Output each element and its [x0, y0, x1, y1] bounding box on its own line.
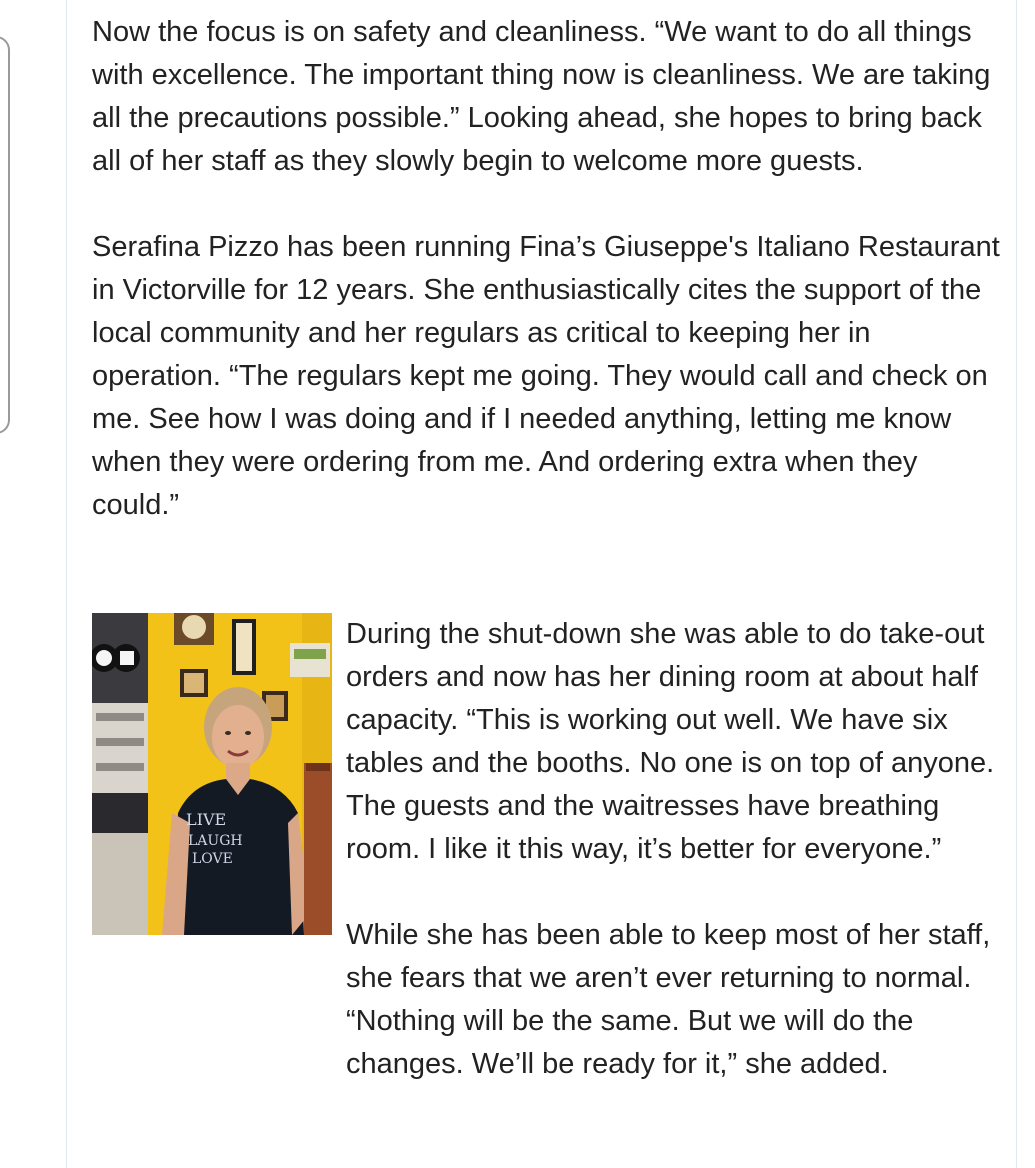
shirt-text-1: LIVE: [186, 810, 227, 829]
paragraph-safety: Now the focus is on safety and cleanliness. “We want to do all things with excellence. The important thing now is cleanliness. We are taking all the precautions possible.” Looking ahead, she hopes to bring back all of her staff as they slowly begin to welcome more guests.: [92, 16, 991, 177]
scroll-handle[interactable]: [0, 36, 10, 434]
article-body-side: [346, 613, 1001, 1086]
owner-photo: [92, 613, 332, 935]
paragraph-staff: While she has been able to keep most of her staff, she fears that we aren’t ever returning to normal. “Nothing will be the same. But we will do the changes. We’ll be ready for it,” she added.: [346, 919, 991, 1080]
shirt-text-3: LOVE: [192, 851, 233, 867]
content-border-left: [66, 0, 67, 1168]
paragraph-shutdown: During the shut-down she was able to do take-out orders and now has her dining room at about half capacity. “This is working out well. We have six tables and the booths. No one is on top of anyone. The guests and the waitresses have breathing room. I like it this way, it’s better for everyone.”: [346, 618, 995, 865]
content-border-right: [1016, 0, 1017, 1168]
paragraph-serafina: Serafina Pizzo has been running Fina’s Giuseppe's Italiano Restaurant in Victorville for 12 years. She enthusiastically cites the support of the local community and her regulars as critical to keeping her in operation. “The regulars kept me going. They would call and check on me. See how I was doing and if I needed anything, letting me know when they were ordering from me. And ordering extra when they could.”: [92, 231, 1000, 521]
shirt-text-2: LAUGH: [188, 833, 243, 849]
article-body: [92, 11, 1000, 570]
